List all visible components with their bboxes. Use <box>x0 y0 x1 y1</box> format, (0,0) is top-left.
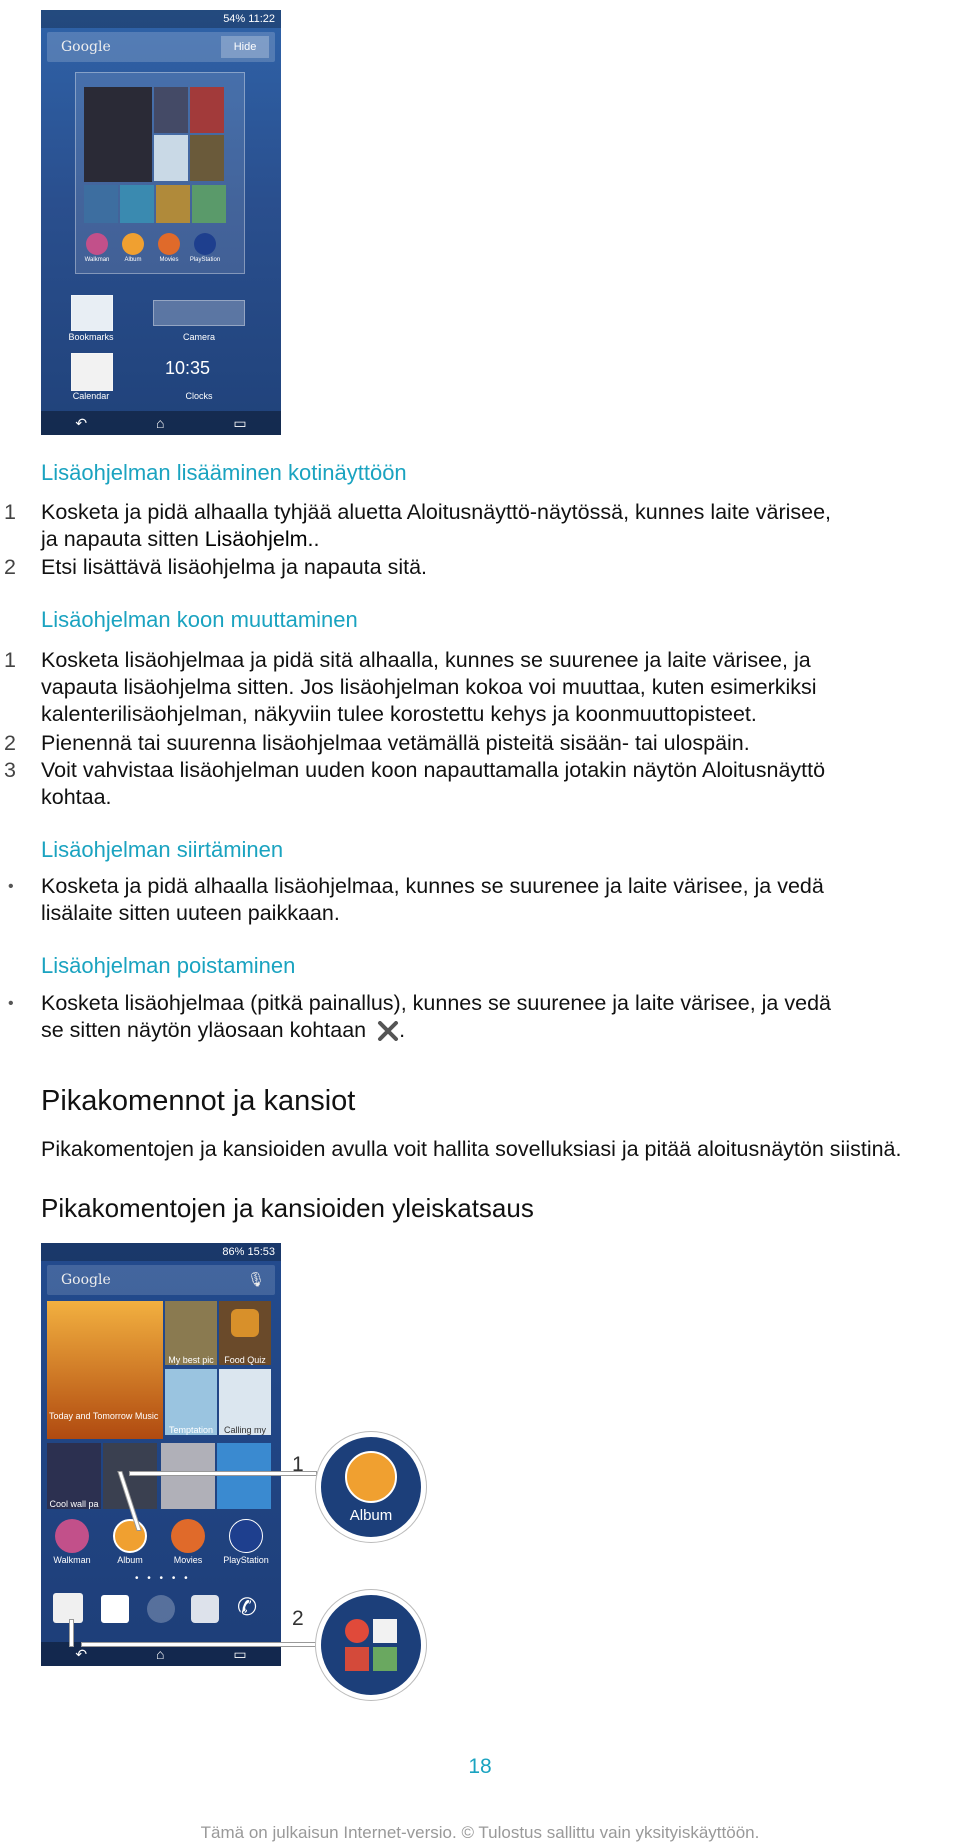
app-label: Walkman <box>53 1555 91 1565</box>
status-bar <box>41 10 281 28</box>
footer-notice: Tämä on julkaisun Internet-versio. © Tulostus sallittu vain yksityiskäyttöön. <box>200 1823 760 1842</box>
callout-label: Album <box>349 1507 393 1524</box>
album-icon <box>345 1451 397 1503</box>
page-number: 18 <box>468 1755 492 1778</box>
nav-bar <box>41 411 281 435</box>
section-heading: Lisäohjelman poistaminen <box>41 953 296 978</box>
bullet: • <box>8 878 14 895</box>
movies-icon <box>158 233 180 255</box>
app-label: Album <box>117 1555 143 1565</box>
bullet: • <box>8 995 14 1012</box>
google-search-bar[interactable] <box>47 32 275 62</box>
app-label: PlayStation <box>223 1555 269 1565</box>
tile-label: Food Quiz <box>224 1355 266 1365</box>
close-icon <box>377 1021 399 1041</box>
playstation-icon[interactable] <box>229 1519 263 1553</box>
home-icon[interactable]: ⌂ <box>156 1646 165 1662</box>
callout-line <box>130 1472 316 1475</box>
step-number: 3 <box>4 758 16 782</box>
section-heading: Lisäohjelman koon muuttaminen <box>41 607 358 632</box>
widget-label: Camera <box>182 332 215 342</box>
camera-widget[interactable] <box>153 300 245 326</box>
walkman-icon <box>86 233 108 255</box>
widget-label: Calendar <box>72 391 110 401</box>
messaging-icon[interactable] <box>191 1595 219 1623</box>
callout-album <box>316 1432 426 1542</box>
screenshot-widget-picker <box>41 10 281 435</box>
food-quiz-icon <box>231 1309 259 1337</box>
widget-label: Bookmarks <box>68 332 114 342</box>
bullet-text <box>41 990 941 1044</box>
bullet-line: lisälaite sitten uuteen paikkaan. <box>41 901 340 925</box>
walkman-icon[interactable] <box>55 1519 89 1553</box>
step-text <box>41 499 941 553</box>
section-heading: Lisäohjelman siirtäminen <box>41 837 284 862</box>
album-tile <box>156 185 190 223</box>
album-icon <box>122 233 144 255</box>
album-tile <box>120 185 154 223</box>
battery-text: 54% <box>223 13 246 25</box>
hide-button[interactable]: Hide <box>221 36 269 58</box>
step-line: kalenterilisäohjelman, näkyviin tulee korostettu kehys ja koonmuuttopisteet. <box>41 702 757 726</box>
phone-icon[interactable]: ✆ <box>237 1594 258 1621</box>
text-segment: . <box>313 527 320 551</box>
back-icon[interactable]: ↶ <box>75 414 88 431</box>
tile-label: My best pic <box>168 1355 214 1365</box>
step-line: Voit vahvistaa lisäohjelman uuden koon napauttamalla jotakin näytön Aloitusnäyttö <box>41 758 826 782</box>
playstation-icon <box>194 233 216 255</box>
bullet-line: Kosketa lisäohjelmaa (pitkä painallus), kunnes se suurenee ja laite värisee, ja vedä <box>41 991 831 1015</box>
app-label: PlayStation <box>189 257 221 263</box>
album-tile <box>154 87 188 133</box>
home-preview-card[interactable] <box>75 72 245 274</box>
step-text: Pienennä tai suurenna lisäohjelmaa vetämällä pisteitä sisään- tai ulospäin. <box>41 731 750 755</box>
tile-label: Temptation <box>168 1425 214 1435</box>
step-number: 2 <box>4 555 16 579</box>
clock-widget[interactable]: 10:35 <box>165 358 211 378</box>
callout-line <box>70 1620 73 1646</box>
app-label: Album <box>124 257 142 263</box>
google-label: Google <box>61 39 111 55</box>
step-line: Kosketa ja pidä alhaalla tyhjää aluetta Aloitusnäyttö-näytössä, kunnes laite värisee, <box>41 500 832 524</box>
menu-item-name: Lisäohjelm. <box>204 527 314 551</box>
music-tile <box>84 87 152 182</box>
subsection-heading: Pikakomentojen ja kansioiden yleiskatsaus <box>41 1193 534 1223</box>
play-store-icon[interactable] <box>101 1595 129 1623</box>
step-text: Etsi lisättävä lisäohjelma ja napauta sitä. <box>41 555 428 579</box>
chapter-body: Pikakomentojen ja kansioiden avulla voit hallita sovelluksiasi ja pitää aloitusnäytön siistinä. <box>41 1137 902 1161</box>
bookmarks-widget[interactable] <box>71 295 113 331</box>
step-text <box>41 757 941 811</box>
album-tile <box>190 87 224 133</box>
tile-label: Today and Tomorrow Music <box>49 1411 159 1421</box>
album-tile <box>190 135 224 181</box>
callout-number: 2 <box>292 1607 304 1630</box>
text-segment: . <box>399 1018 406 1042</box>
google-plus-icon <box>345 1647 369 1671</box>
screenshot-home-screen <box>41 1243 281 1666</box>
step-number: 2 <box>4 731 16 755</box>
callout-number: 1 <box>292 1453 304 1476</box>
section-heading: Lisäohjelman lisääminen kotinäyttöön <box>41 460 407 485</box>
step-text <box>41 647 941 728</box>
text-segment: ja napauta sitten <box>41 527 205 551</box>
chrome-icon <box>345 1619 369 1643</box>
chapter-heading: Pikakomennot ja kansiot <box>41 1085 356 1117</box>
step-number: 1 <box>4 500 16 524</box>
status-time: 15:53 <box>247 1246 275 1258</box>
status-bar <box>41 1243 281 1261</box>
step-line: kohtaa. <box>41 785 112 809</box>
app-drawer-icon[interactable] <box>147 1595 175 1623</box>
step-line: Kosketa lisäohjelmaa ja pidä sitä alhaalla, kunnes se suurenee ja laite värisee, ja <box>41 648 811 672</box>
photo-tile <box>217 1443 271 1509</box>
album-tile <box>154 135 188 181</box>
callout-line <box>82 1643 318 1646</box>
page-indicator: • • • • • <box>135 1573 191 1584</box>
step-line <box>41 526 941 553</box>
google-label: Google <box>61 1272 111 1288</box>
folder-icon[interactable] <box>53 1593 83 1623</box>
status-time: 11:22 <box>248 13 275 25</box>
calendar-widget[interactable] <box>71 353 113 391</box>
google-search-bar[interactable] <box>47 1265 275 1295</box>
album-tile <box>192 185 226 223</box>
app-label: Movies <box>173 1555 203 1565</box>
album-icon[interactable] <box>113 1519 147 1553</box>
home-icon[interactable]: ⌂ <box>156 415 165 431</box>
tile-label: Cool wall pa <box>49 1499 99 1509</box>
recent-apps-icon[interactable]: ▭ <box>233 1645 247 1662</box>
widget-label: Clocks <box>185 391 213 401</box>
back-icon[interactable]: ↶ <box>75 1645 88 1662</box>
tile-label: Calling my <box>223 1425 266 1435</box>
app-label: Walkman <box>84 257 110 263</box>
maps-icon <box>373 1647 397 1671</box>
step-line: vapauta lisäohjelma sitten. Jos lisäohjelman kokoa voi muuttaa, kuten esimerkiksi <box>41 675 817 699</box>
album-tile <box>84 185 118 223</box>
recent-apps-icon[interactable]: ▭ <box>233 414 247 431</box>
bullet-text <box>41 873 941 927</box>
bullet-line <box>41 1017 941 1044</box>
step-number: 1 <box>4 648 16 672</box>
bullet-line: Kosketa ja pidä alhaalla lisäohjelmaa, kunnes se suurenee ja laite värisee, ja vedä <box>41 874 824 898</box>
movies-icon[interactable] <box>171 1519 205 1553</box>
text-segment: se sitten näytön yläosaan kohtaan <box>41 1018 367 1042</box>
gmail-icon <box>373 1619 397 1643</box>
photo-tile <box>161 1443 215 1509</box>
battery-text: 86% <box>222 1246 245 1258</box>
app-label: Movies <box>159 257 179 263</box>
microphone-icon[interactable]: 🎙 <box>247 1272 265 1288</box>
callout-folder <box>316 1590 426 1700</box>
